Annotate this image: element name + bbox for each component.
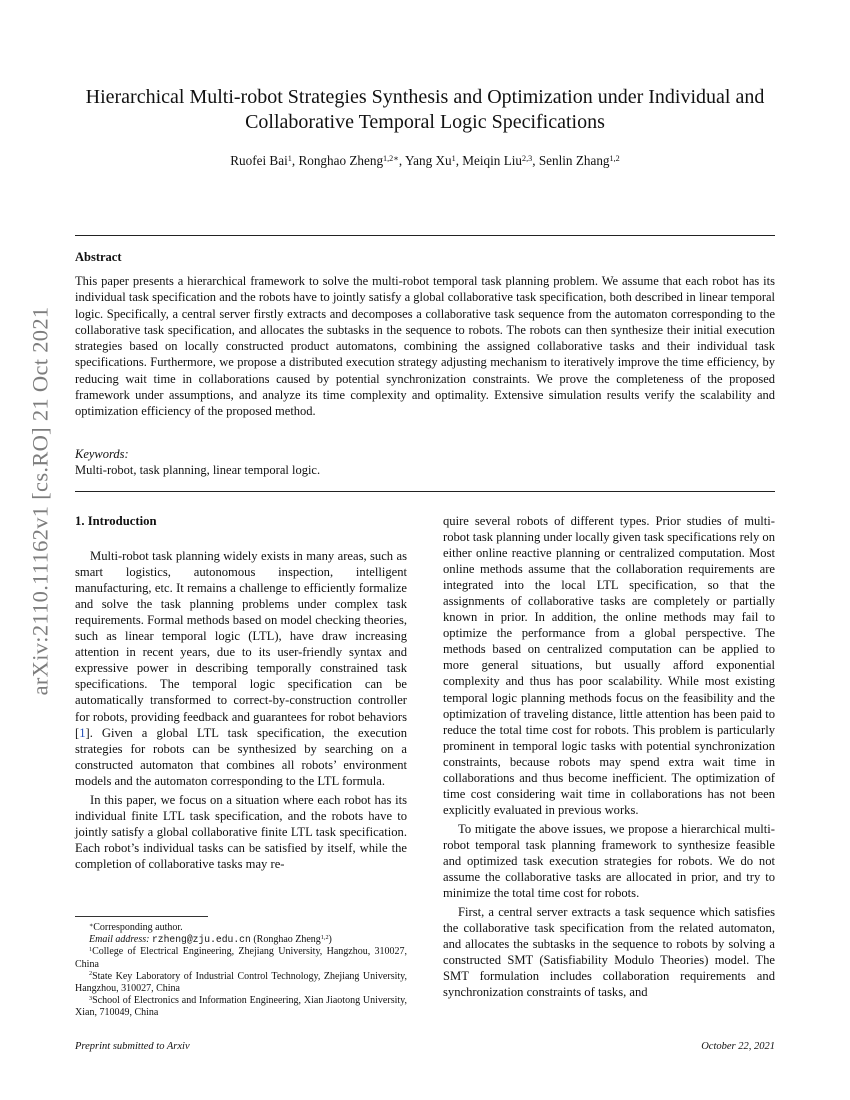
keywords-text: Multi-robot, task planning, linear temporal logic. [75, 463, 321, 477]
arxiv-identifier-stamp [10, 296, 70, 706]
abstract-top-rule [75, 235, 775, 236]
footnote-affiliation-2: $^2$State Key Laboratory of Industrial Control Technology, Zhejiang University, Hangzhou, 310027, China [75, 970, 407, 995]
footer-preprint-note: Preprint submitted to Arxiv [75, 1041, 190, 1052]
footnote-email: Email address: rzheng@zju.edu.cn (Ronghao Zheng$^{1,2}$) [89, 933, 332, 946]
footnote-corresponding: ∗Corresponding author. [89, 921, 183, 933]
left-column [75, 513, 407, 872]
intro-paragraph-2-continued: quire several robots of different types. Prior studies of multi-robot task planning under locally given task specifications rely on either online reactive planning or centralized computation. Most online methods assume that the collaboration requirements are integrated into the local LTL specification, so that the assignments of collaborative tasks are completely or partially known in prior. In addition, the online methods may fail to optimize the performance from a global perspective. The methods based on centralized computation can be applied to more general situations, but usually afford exponential complexity and thus has poor scalability. While most existing temporal logic planning methods focus on the feasibility and the optimization of traveling distance, little attention has been paid to reduce the total time cost for robots. This problem is particularly prominent in temporal logic tasks with potential synchronization constraints, because robots may spend extra wait time in collaborations and thus become inefficient. The optimization of time cost considering wait time in collaborations has not been explicitly evaluated in previous works. [443, 514, 775, 817]
keywords-heading: Keywords: [75, 447, 129, 461]
intro-paragraph-2: In this paper, we focus on a situation where each robot has its individual finite LTL task specification, and the robots have to jointly satisfy a global collaborative finite LTL task specification. Each robot’s individual tasks can be satisfied by itself, while the completion of collaborative tasks may re- [75, 792, 407, 871]
title-line-1: Hierarchical Multi-robot Strategies Synthesis and Optimization under Individual and [85, 86, 765, 108]
author: Ruofei Bai$^1$, [230, 153, 299, 168]
abstract-bottom-rule [75, 491, 775, 492]
intro-paragraph-4: First, a central server extracts a task sequence which satisfies the collaborative task specification from the related automaton, and allocates the subtasks in the sequence to robots by solving a constructed SMT (Satisfiability Modulo Theories) model. The SMT formulation includes collaboration requirements and synchronization constraints of tasks, and [443, 905, 775, 1000]
right-column [443, 513, 775, 1000]
author: Senlin Zhang$^{1,2}$ [538, 153, 620, 168]
intro-paragraph-1: Multi-robot task planning widely exists in many areas, such as smart logistics, autonomous inspection, intelligent manufacturing, etc. It remains a challenge to efficiently formalize and solve the task planning problems under complex task requirements. Formal methods based on model checking theories, such as linear temporal logic (LTL), have draw increasing attention in recent years, due to its user-friendly syntax and expressive power in describing temporally constrained task specifications. The temporal logic specification can be automatically transformed to correct-by-construction controller for robots, providing feedback and guarantees for robot behaviors [1]. Given a global LTL task specification, the execution strategies for robots can be synthesized by searching on a constructed automaton that combines all robots’ environment models and the automaton corresponding to the LTL formula. [75, 549, 407, 788]
footnote-affiliation-1: $^1$College of Electrical Engineering, Zhejiang University, Hangzhou, 310027, China [75, 946, 407, 970]
author-list [75, 152, 775, 170]
abstract-heading: Abstract [75, 250, 122, 264]
arxiv-identifier-text: arXiv:2110.11162v1 [cs.RO] 21 Oct 2021 [27, 306, 53, 696]
citation-link[interactable]: 1 [79, 725, 86, 740]
title-line-2: Collaborative Temporal Logic Specifications [245, 111, 605, 133]
footer-date: October 22, 2021 [701, 1041, 775, 1052]
email-link[interactable]: rzheng@zju.edu.cn [151, 934, 251, 946]
intro-paragraph-3: To mitigate the above issues, we propose a hierarchical multi-robot temporal task planning framework to synthesize feasible and optimized task execution strategies for robots. We do not assume the collaborative tasks are allocated in prior, and try to minimize the total time cost for robots. [443, 821, 775, 901]
section-heading-introduction: 1. Introduction [75, 514, 157, 528]
footnote-rule [75, 916, 208, 917]
author: Ronghao Zheng$^{1,2∗}$, [298, 153, 405, 168]
abstract-text: This paper presents a hierarchical framework to solve the multi-robot temporal task planning problem. We assume that each robot has its individual task specification and the robots have to jointly satisfy a global collaborative task specification, both described in linear temporal logic. Specifically, a central server firstly extracts and decomposes a collaborative task sequence from the automaton corresponding to the collaborative task specification, and allocates the subtasks in the sequence to robots. The robots can then synthesize their initial execution strategies based on locally constructed product automatons, combining the assigned collaborative tasks and their individual task specifications. Furthermore, we propose a distributed execution strategy adjusting mechanism to iteratively improve the time efficiency, by reducing wait time in collaborations caused by potential synchronization constraints. We prove the completeness of the proposed framework under assumptions, and analyze its time complexity and optimality. Extensive simulation results verify the scalability and optimization efficiency of the proposed method. [75, 274, 775, 419]
footnotes [75, 922, 407, 1020]
footnote-affiliation-3: $^3$School of Electronics and Information Engineering, Xian Jiaotong University, Xian, 710049, China [75, 994, 407, 1019]
author: Meiqin Liu$^{2,3}$, [462, 153, 539, 168]
author: Yang Xu$^1$, [404, 153, 463, 168]
paper-title [75, 85, 775, 135]
